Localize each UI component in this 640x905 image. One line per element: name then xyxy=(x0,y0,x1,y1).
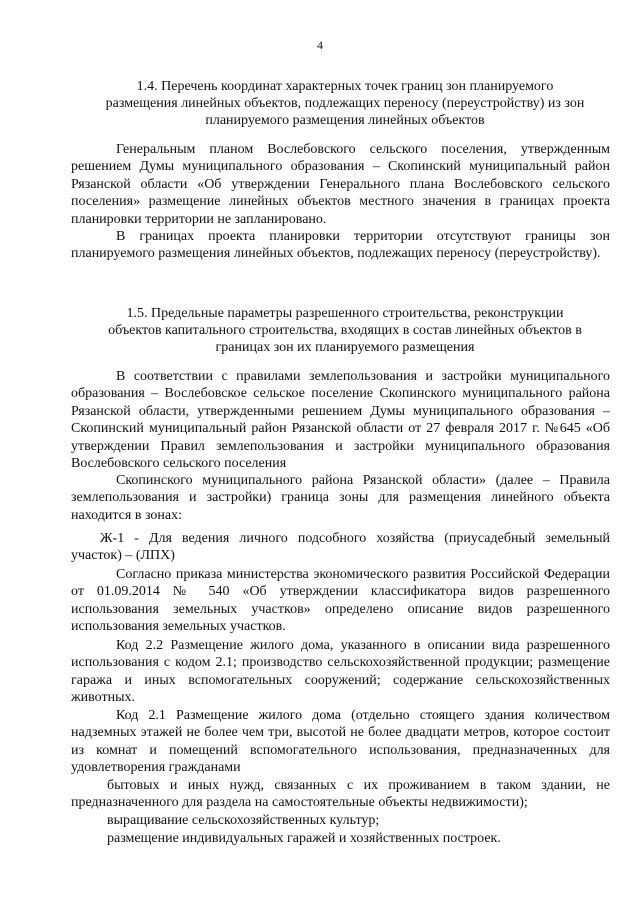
heading-line: объектов капитального строительства, входящих в состав линейных объектов в xyxy=(108,323,582,338)
heading-line: границах зон их планируемого размещения xyxy=(215,340,475,355)
heading-line: планируемого размещения линейных объектов xyxy=(205,113,485,128)
heading-line: размещения линейных объектов, подлежащих переносу (переустройству) из зон xyxy=(105,96,585,111)
paragraph: бытовых и иных нужд, связанных с их проживанием в таком здании, не предназначенного для раздела на самостоятельные объекты недвижимости); xyxy=(71,778,610,811)
paragraph: Ж-1 - Для ведения личного подсобного хозяйства (приусадебный земельный участок) – (ЛПХ) xyxy=(71,531,610,564)
heading-line: 1.5. Предельные параметры разрешенного строительства, реконструкции xyxy=(126,306,564,321)
paragraph: В соответствии с правилами землепользования и застройки муниципального образования – Вослебовское сельское поселение Скопинского муниципального района Рязанской области, утвержденными решением Думы муниципального образования – Скопинский муниципальный район Рязанской области от 27 февраля 2017 г. №645 «Об утверждении Правил землепользования и застройки муниципального образования Вослебовского сельского поселения xyxy=(71,369,610,472)
paragraph: Код 2.1 Размещение жилого дома (отдельно стоящего здания количеством надземных этажей не более чем три, высотой не более двадцати метров, которое состоит из комнат и помещений вспомогательного использования, предназначенных для удовлетворения гражданами xyxy=(71,708,610,776)
paragraph: В границах проекта планировки территории отсутствуют границы зон планируемого размещения линейных объектов, подлежащих переносу (переустройству). xyxy=(71,229,610,262)
section-1-5-heading xyxy=(60,305,630,356)
paragraph: Генеральным планом Вослебовского сельского поселения, утвержденным решением Думы муниципального образования – Скопинский муниципальный район Рязанской области «Об утверждении Генерального плана Вослебовского сельского поселения» размещение линейных объектов местного значения в границах проекта планировки территории не запланировано. xyxy=(71,142,610,227)
heading-line: 1.4. Перечень координат характерных точек границ зон планируемого xyxy=(136,79,554,94)
paragraph: Скопинского муниципального района Рязанской области» (далее – Правила землепользования и застройки) граница зоны для размещения линейного объекта находится в зонах: xyxy=(71,473,610,523)
paragraph: выращивание сельскохозяйственных культур; xyxy=(107,813,380,828)
paragraph: размещение индивидуальных гаражей и хозяйственных построек. xyxy=(107,831,501,846)
page-number: 4 xyxy=(317,38,323,52)
section-1-4-heading xyxy=(60,78,630,129)
paragraph: Код 2.2 Размещение жилого дома, указанного в описании вида разрешенного использования с кодом 2.1; производство сельскохозяйственной продукции; размещение гаража и иных вспомогательных сооружений; содержание сельскохозяйственных животных. xyxy=(71,638,610,706)
paragraph: Согласно приказа министерства экономического развития Российской Федерации от 01.09.2014 № 540 «Об утверждении классификатора видов разрешенного использования земельных участков» определено описание видов разрешенного использования земельных участков. xyxy=(71,567,610,635)
